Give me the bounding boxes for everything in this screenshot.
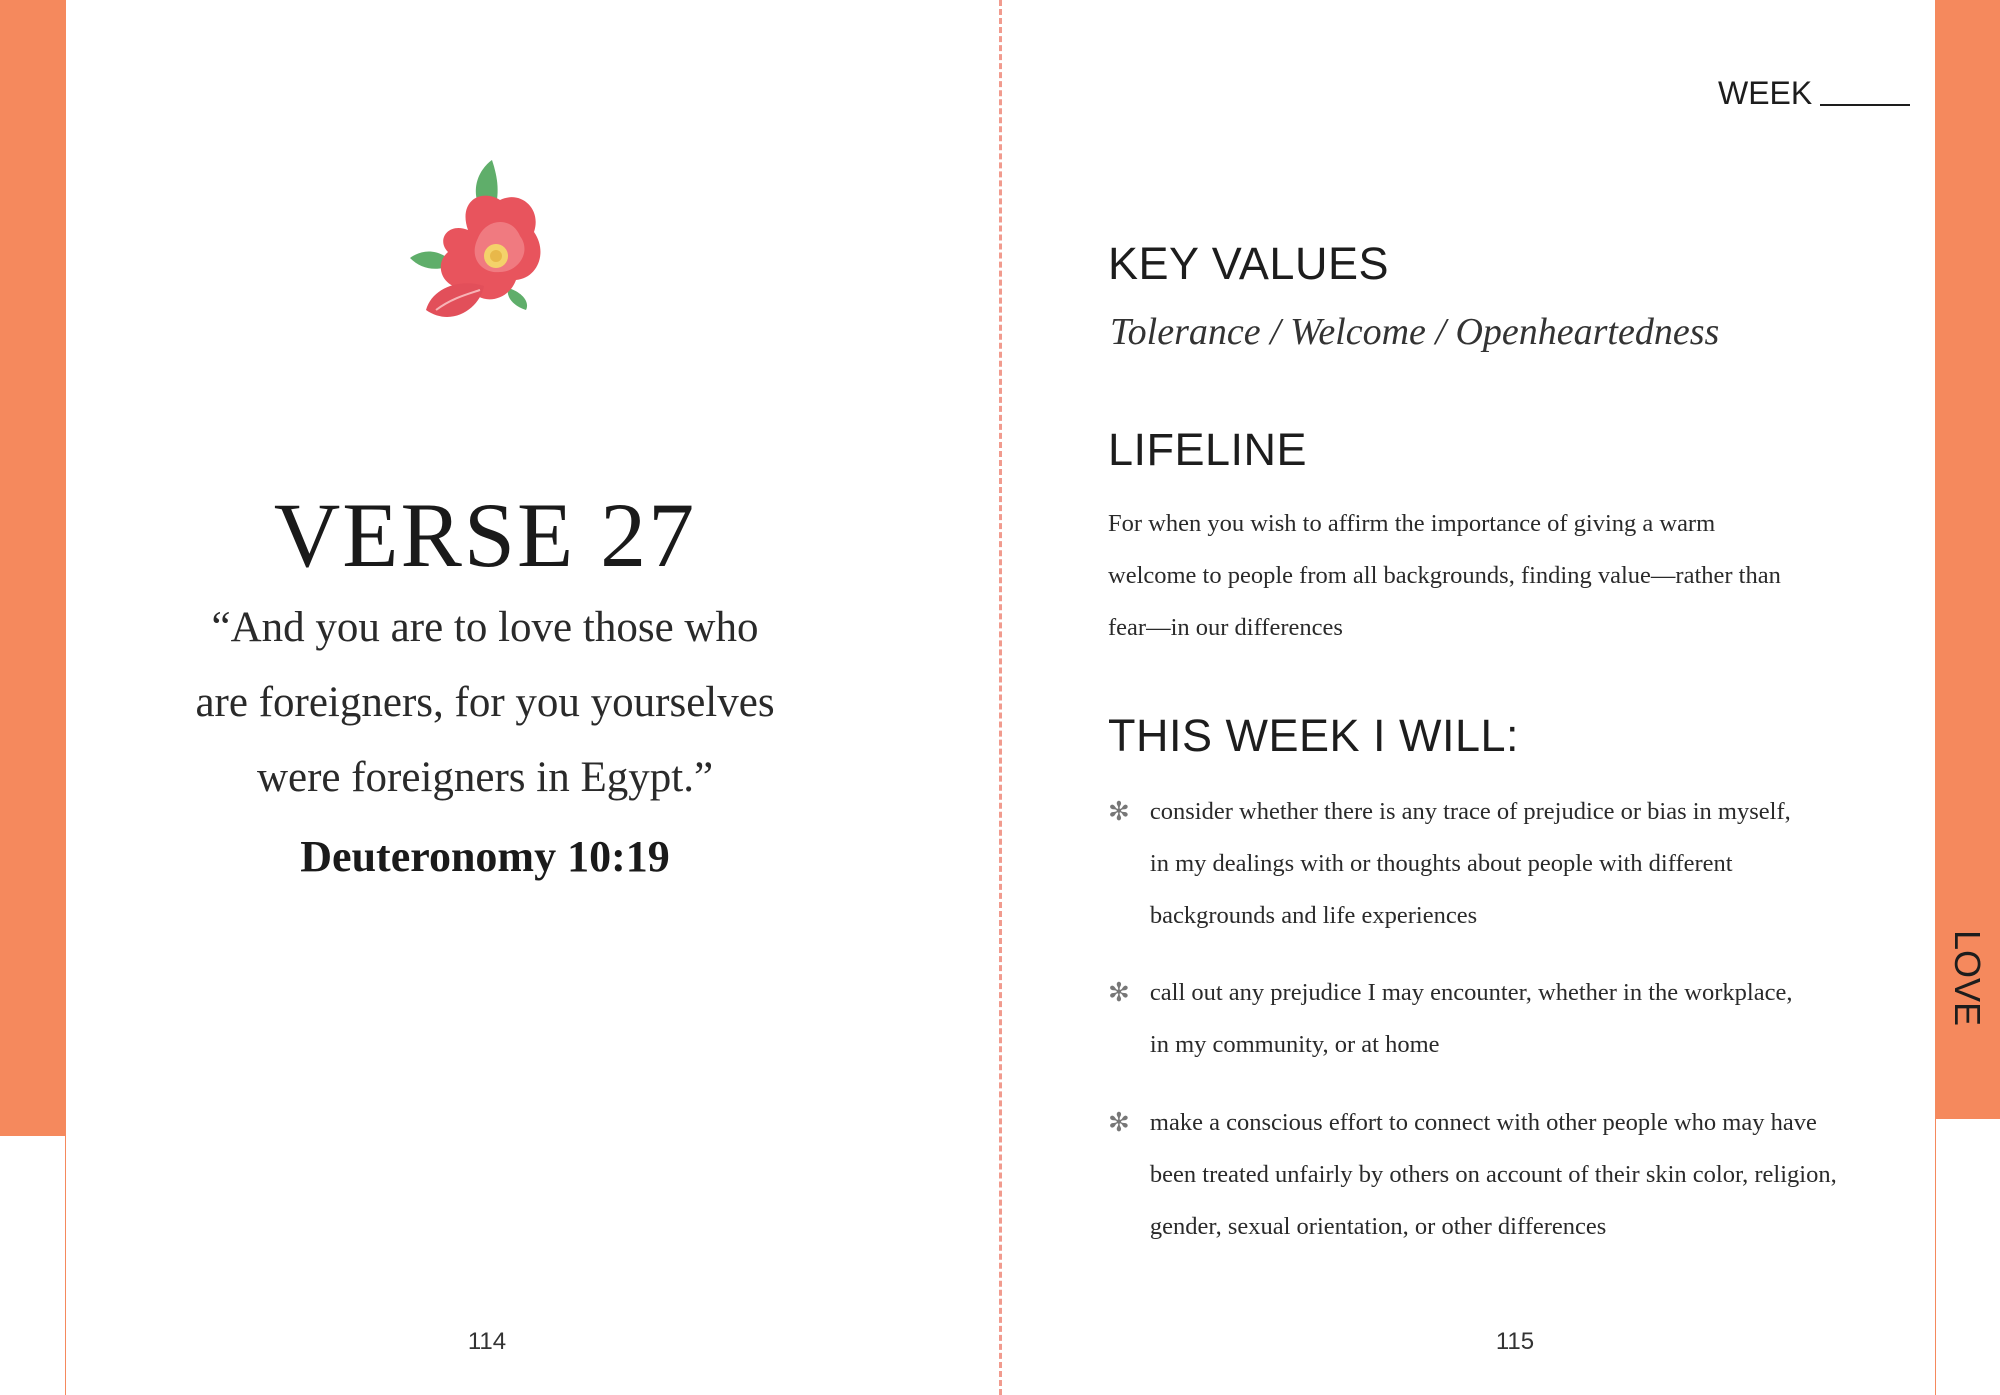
page-number-right: 115 [1495, 1328, 1535, 1355]
flower-icon [408, 160, 574, 340]
list-item-line: in my dealings with or thoughts about people with different [1149, 850, 1733, 877]
list-item-line: in my community, or at home [1149, 1031, 1440, 1058]
list-item [1108, 1097, 1908, 1253]
this-week-heading: THIS WEEK I WILL: [1108, 710, 1520, 761]
list-item-text [1150, 786, 1908, 942]
list-item-line: gender, sexual orientation, or other differences [1149, 1213, 1607, 1240]
verse-block [120, 480, 850, 897]
list-item [1108, 967, 1908, 1071]
left-edge-tab-lower [0, 1135, 66, 1395]
list-item-line: been treated unfairly by others on account of their skin color, religion, [1149, 1161, 1837, 1188]
list-item-line: backgrounds and life experiences [1149, 902, 1478, 929]
list-item-text [1150, 967, 1908, 1071]
verse-reference: Deuteronomy 10:19 [300, 832, 670, 881]
list-item-line: consider whether there is any trace of prejudice or bias in myself, [1149, 798, 1791, 825]
lifeline-line: For when you wish to affirm the importance of giving a warm [1108, 510, 1716, 537]
list-item-text [1150, 1097, 1908, 1253]
lifeline-text [1108, 498, 1868, 654]
lifeline-line: fear—in our differences [1108, 614, 1343, 641]
asterisk-icon: ✻ [1108, 1108, 1130, 1138]
verse-quote [120, 590, 850, 815]
page-number-left: 114 [467, 1328, 507, 1355]
page-gutter [999, 0, 1002, 1395]
week-blank-line [1820, 104, 1910, 106]
list-item [1108, 786, 1908, 942]
list-item-line: make a conscious effort to connect with other people who may have [1149, 1109, 1817, 1136]
verse-quote-line: “And you are to love those who [211, 604, 759, 651]
asterisk-icon: ✻ [1108, 978, 1130, 1008]
list-item-line: call out any prejudice I may encounter, whether in the workplace, [1149, 979, 1793, 1006]
asterisk-icon: ✻ [1108, 797, 1130, 827]
verse-title: VERSE 27 [273, 484, 697, 586]
week-label: WEEK [1718, 75, 1813, 111]
section-tab-label: LOVE [1947, 929, 1988, 1027]
week-field [1718, 75, 1910, 112]
key-values-heading: KEY VALUES [1108, 238, 1389, 289]
key-values-list: Tolerance / Welcome / Openheartedness [1110, 311, 1720, 353]
lifeline-heading: LIFELINE [1108, 424, 1308, 475]
verse-quote-line: are foreigners, for you yourselves [195, 679, 775, 726]
lifeline-line: welcome to people from all backgrounds, finding value—rather than [1108, 562, 1781, 589]
left-edge-tab [0, 0, 66, 1135]
right-edge-tab-lower [1935, 1118, 2000, 1395]
verse-quote-line: were foreigners in Egypt.” [256, 754, 714, 801]
